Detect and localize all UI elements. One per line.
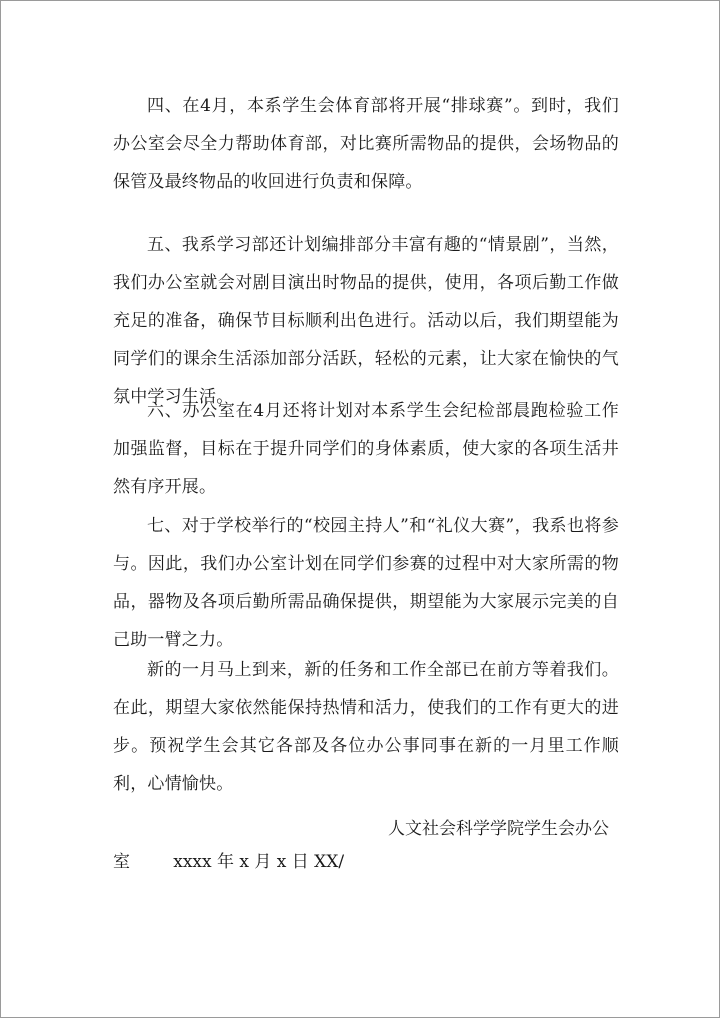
paragraph-closing: 新的一月马上到来，新的任务和工作全部已在前方等着我们。在此，期望大家依然能保持热情和活力，使我们的工作有更大的进步。预祝学生会其它各部及各位办公事同事在新的一月里工作顺利，心情愉快。 — [113, 660, 619, 794]
signature-organization: 人文社会科学学院学生会办公 — [388, 819, 609, 839]
paragraph-volleyball: 四、在4月，本系学生会体育部将开展“排球赛”。到时，我们办公室会尽全力帮助体育部，对比赛所需物品的提供，会场物品的保管及最终物品的收回进行负责和保障。 — [113, 96, 619, 192]
paragraph-competitions: 七、对于学校举行的“校园主持人”和“礼仪大赛”，我系也将参与。因此，我们办公室计划在同学们参赛的过程中对大家所需的物品，器物及各项后勤所需品确保提供，期望能为大家展示完美的自己助一臂之力。 — [113, 516, 619, 650]
paragraph-drama: 五、我系学习部还计划编排部分丰富有趣的“情景剧”，当然，我们办公室就会对剧目演出时物品的提供，使用，各项后勤工作做充足的准备，确保节目标顺利出色进行。活动以后，我们期望能为同学们的课余生活添加部分活跃，轻松的元素，让大家在愉快的气氛中学习生活。 — [113, 235, 619, 407]
paragraph-morning-run: 六、办公室在4月还将计划对本系学生会纪检部晨跑检验工作加强监督，目标在于提升同学们的身体素质，使大家的各项生活井然有序开展。 — [113, 401, 619, 497]
signature-date-line: 室 xxxx 年 x 月 x 日 XX/ — [113, 852, 345, 872]
